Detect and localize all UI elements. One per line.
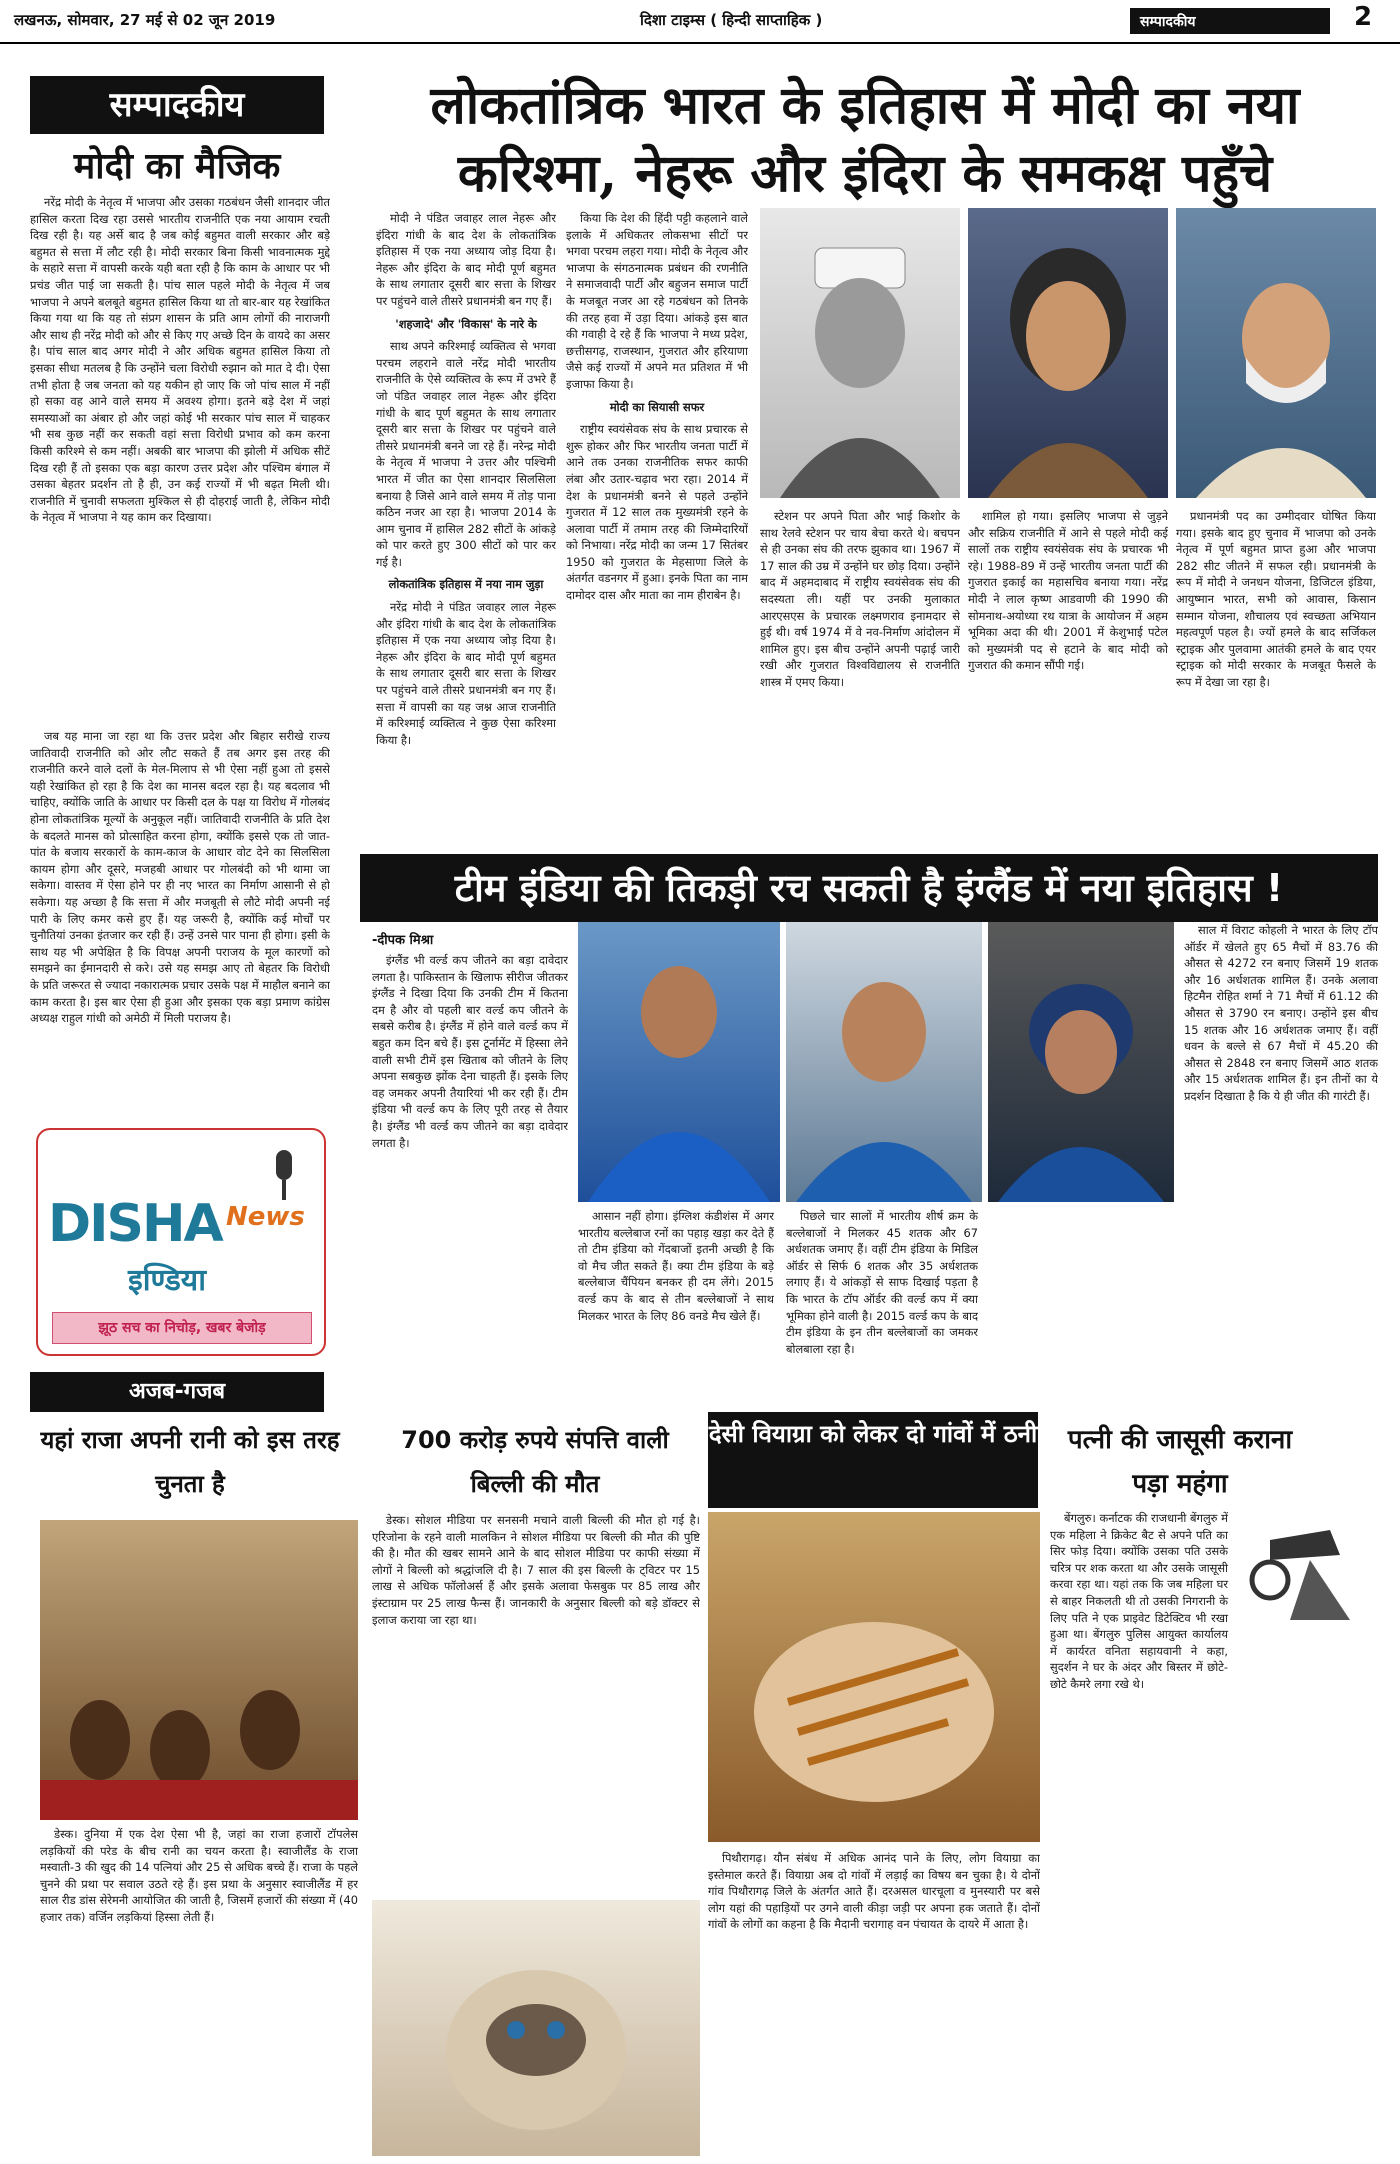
date-line: लखनऊ, सोमवार, 27 मई से 02 जून 2019 bbox=[14, 11, 276, 29]
lead-col-1: मोदी ने पंडित जवाहर लाल नेहरू और इंदिरा गांधी के बाद देश के लोकतांत्रिक इतिहास में एक नया अध्याय जोड़ दिया है। नेहरू और इंदिरा के बाद मोदी पूर्ण बहुमत के साथ लगातार दूसरी बार सत्ता के शिखर पर पहुंचने वाले तीसरे प्रधानमंत्री बन गए हैं। 'शहजादे' और 'विकास' के नारे के साथ अपने करिश्माई व्यक्तित्व से भगवा परचम लहराने वाले नरेंद्र मोदी भारतीय राजनीति के ऐसे व्यक्तित्व के रूप में उभरे हैं जो पंडित जवाहर लाल नेहरू और इंदिरा गांधी के बाद पूर्ण बहुमत के साथ लगातार दूसरी बार सत्ता के शिखर पर पहुंचने वाले तीसरे प्रधानमंत्री बनने जा रहे हैं। नरेन्द्र मोदी के नेतृत्व में भाजपा ने उत्तर और पश्चिमी भारत में जीत का ऐसा शानदार सिलसिला बनाया है जिसे आने वाले समय में तोड़ पाना कठिन नजर आ रहा है। भाजपा 2014 के आम चुनाव में हासिल 282 सीटों के आंकड़े को पार करते हुए 300 सीटों को पार कर गई है। लोकतांत्रिक इतिहास में नया नाम जुड़ा नरेंद्र मोदी ने पंडित जवाहर लाल नेहरू और इंदिरा गांधी के बाद देश के लोकतांत्रिक इतिहास में एक नया अध्याय जोड़ दिया है। नेहरू और इंदिरा के बाद मोदी पूर्ण बहुमत के साथ लगातार दूसरी बार सत्ता के शिखर पर पहुंचने वाले तीसरे प्रधानमंत्री बन गए हैं। सत्ता में वापसी का यह जश्न आज राजनीति में करिश्माई व्यक्तित्व ने कुछ ऐसा करिश्मा किया है। bbox=[376, 211, 556, 747]
editorial-label: सम्पादकीय bbox=[30, 76, 324, 134]
dhawan-photo bbox=[578, 922, 780, 1202]
cricket-headline: टीम इंडिया की तिकड़ी रच सकती है इंग्लैंड में नया इतिहास ! bbox=[360, 854, 1378, 922]
ajab-gajab-label: अजब-गजब bbox=[30, 1372, 324, 1412]
story-1-body: डेस्क। दुनिया में एक देश ऐसा भी है, जहां का राजा हजारों टॉपलेस लड़कियों की परेड के बीच रानी का चयन करता है। स्वाजीलैंड के राजा मस्वाती-3 की खुद की 14 पत्नियां और 25 से अधिक बच्चे हैं। राजा के पहले चुनने की प्रथा पर सवाल उठते रहे हैं। इस प्रथा के अनुसार स्वाजीलैंड में हर साल रीड डांस सेरेमनी आयोजित की जाती है, जिसमें हजारों की संख्या में (40 हजार तक) वर्जिन लड़कियां हिस्सा लेती हैं। bbox=[40, 1827, 358, 1924]
editorial-body-2: जब यह माना जा रहा था कि उत्तर प्रदेश और बिहार सरीखे राज्य जातिवादी राजनीति को ओर लौट सकते हैं तब अगर इस तरह की राजनीति करने वाले दलों के मेल-मिलाप से भी ऐसा नहीं हुआ तो इससे यही रेखांकित हो रहा है कि देश का मानस बदल रहा है। यह बदलाव भी चाहिए, क्योंकि जाति के आधार पर किसी दल के पक्ष या विरोध में गोलबंद होना लोकतांत्रिक मूल्यों के अनुकूल नहीं। जातिवादी राजनीति के प्रति देश के बदलते मानस को प्रोत्साहित करना होगा, क्योंकि इससे एक तो जात-पांत के बजाय सरकारों के काम-काज के आधार वोट देने का सिलसिला कायम होगा और दूसरे, मजहबी आधार पर गोलबंदी को भी थामा जा सकेगा। वास्तव में ऐसा होने पर ही नए भारत का निर्माण आसानी से हो सकेगा। यह अच्छा है कि सत्ता में और मजबूती से लौटे मोदी अपनी नई पारी के लिए कमर कसे हुए हैं। यह जरूरी है, क्योंकि कई मोर्चों पर चुनौतियां उनका इंतजार कर रही हैं। उन्हें उनसे पार पाना ही होगा। इसी के साथ यह भी अपेक्षित है कि विपक्ष अपनी पराजय के मूल कारणों को समझने का ईमानदारी से करे। उसे यह समझ आए तो बेहतर कि विरोधी के प्रति जरूरत से ज्यादा नकारात्मक प्रचार उसके पक्ष में माहौल बनाने का काम करता है। इस बार ऐसा ही हुआ और इसका एक बड़ा प्रमाण कांग्रेस अध्यक्ष राहुल गांधी को अमेठी में मिली पराजय है। bbox=[30, 729, 330, 1026]
lead-col-3: स्टेशन पर अपने पिता और भाई किशोर के साथ रेलवे स्टेशन पर चाय बेचा करते थे। बचपन से ही उनका संघ की तरफ झुकाव था। 1967 में 17 साल की उम्र में उन्होंने घर छोड़ दिया। उन्होंने बाद में अहमदाबाद में राष्ट्रीय स्वयंसेवक संघ की सदस्यता ली। यहीं पर उनकी मुलाकात आरएसएस के प्रचारक लक्ष्मणराव इनामदार से हुई थी। वर्ष 1974 में वे नव-निर्माण आंदोलन में शामिल हुए। इस बीच उन्होंने अपनी पढ़ाई जारी रखी और गुजरात विश्वविद्यालय से राजनीति शास्त्र में एमए किया। bbox=[760, 509, 960, 689]
indira-photo bbox=[968, 208, 1168, 498]
reed-dance-photo bbox=[40, 1520, 358, 1820]
story-3-body: पिथौरागढ़। यौन संबंध में अधिक आनंद पाने के लिए, लोग वियाग्रा का इस्तेमाल करते हैं। वियाग्रा अब दो गांवों में लड़ाई का विषय बन चुका है। ये दोनों गांव पिथौरागढ़ जिले के अंतर्गत आते हैं। दरअसल धारचूला व मुनस्यारी पर बसे लोग यहां की पहाड़ियों पर उगने वाली कीड़ा जड़ी पर अपना हक जताते हैं। दोनों गांवों के लोगों का कहना है कि मैदानी चरागाह वन पंचायत के दायरे में आता है। bbox=[708, 1851, 1040, 1932]
story-4-body: बेंगलुरु। कर्नाटक की राजधानी बेंगलुरु में एक महिला ने क्रिकेट बैट से अपने पति का सिर फोड़ दिया। क्योंकि उसका पति उसके चरित्र पर शक करता था और उसके जासूसी करवा रहा था। यहां तक कि जब महिला घर से बाहर निकलती थी तो उसकी निगरानी के लिए पति ने एक प्राइवेट डिटेक्टिव भी रखा हुआ था। बेंगलुरु पुलिस आयुक्त कार्यालय में कार्यरत वनिता सहायवानी ने कहा, सुदर्शन ने घर के अंदर और बिस्तर में छोटे-छोटे कैमरे लगा रखे थे। bbox=[1050, 1511, 1228, 1691]
lead-headline: लोकतांत्रिक भारत के इतिहास में मोदी का नया करिश्मा, नेहरू और इंदिरा के समकक्ष पहुँचे bbox=[430, 75, 1300, 204]
disha-news-logo: DISHA News इण्डिया झूठ सच का निचोड़, खबर बेजोड़ bbox=[36, 1128, 326, 1356]
story-2-title: 700 करोड़ रुपये संपत्ति वाली बिल्ली की मौत bbox=[401, 1426, 669, 1498]
cricket-byline: -दीपक मिश्रा bbox=[372, 933, 434, 948]
lead-col-2: किया कि देश की हिंदी पट्टी कहलाने वाले इलाके में अधिकतर लोकसभा सीटों पर भगवा परचम लहरा गया। मोदी के नेतृत्व और भाजपा के संगठनात्मक प्रबंधन की रणनीति ने समाजवादी पार्टी और बहुजन समाज पार्टी के मजबूत नजर आ रहे गठबंधन को तिनके की तरह हवा में उड़ा दिया। आंकड़े इस बात की गवाही दे रहे हैं कि भाजपा ने मध्य प्रदेश, छत्तीसगढ़, राजस्थान, गुजरात और हरियाणा जैसे कई राज्यों में अपने मत प्रतिशत में भी इजाफा किया है। मोदी का सियासी सफर राष्ट्रीय स्वयंसेवक संघ के साथ प्रचारक से शुरू होकर और फिर भारतीय जनता पार्टी में आने तक उनका राजनीतिक सफर काफी लंबा और उतार-चढ़ाव भरा रहा। 2014 में देश के प्रधानमंत्री बनने से पहले उन्होंने गुजरात में 12 साल तक मुख्यमंत्री रहने के अलावा पार्टी में तमाम तरह की जिम्मेदारियों को निभाया। नरेंद्र मोदी का जन्म 17 सितंबर 1950 को गुजरात के मेहसाणा जिले के अंतर्गत वडनगर में हुआ। इनके पिता का नाम दामोदर दास और माता का नाम हीराबेन है। bbox=[566, 211, 748, 603]
yarsagumba-photo bbox=[708, 1512, 1040, 1842]
cricket-col-4: साल में विराट कोहली ने भारत के लिए टॉप ऑर्डर में खेलते हुए 65 मैचों में 83.76 की औसत से 4272 रन बनाए जिसमें 19 शतक और 16 अर्धशतक शामिल हैं। उनके अलावा हिटमैन रोहित शर्मा ने 71 मैचों में 61.12 की औसत से 3790 रन बनाए। उन्होंने इस बीच 15 शतक और 16 अर्धशतक जमाए हैं। वहीं धवन के बल्ले से 67 मैचों में 45.20 की औसत से 2848 रन बनाए जिसमें आठ शतक और 15 अर्धशतक शामिल हैं। इन तीनों का ये प्रदर्शन दिखाता है कि ये ही जीत की गारंटी हैं। bbox=[1184, 923, 1378, 1103]
kohli-photo bbox=[786, 922, 982, 1202]
cricket-col-1: इंग्लैंड भी वर्ल्ड कप जीतने का बड़ा दावेदार लगता है। पाकिस्तान के खिलाफ सीरीज जीतकर इंग्लैंड ने दिखा दिया कि उनकी टीम में कितना दम है और वो पहली बार वर्ल्ड कप जीतने के सबसे करीब है। इंग्लैंड में होने वाले वर्ल्ड कप में बहुत कम दिन बचे हैं। इस टूर्नामेंट में हिस्सा लेने वाली सभी टीमें इस खिताब को जीतने के लिए अपना सबकुछ झोंक देना चाहती हैं। इसके लिए वह जमकर अपनी तैयारियां भी कर रही हैं। टीम इंडिया भी वर्ल्ड कप के लिए पूरी तरह से तैयार है। इंग्लैंड भी वर्ल्ड कप जीतने का बड़ा दावेदार लगता है। bbox=[372, 953, 568, 1150]
paper-name: दिशा टाइम्स ( हिन्दी साप्ताहिक ) bbox=[640, 11, 823, 29]
editorial-title: मोदी का मैजिक bbox=[73, 146, 281, 187]
lead-col-5: प्रधानमंत्री पद का उम्मीदवार घोषित किया गया। इसके बाद हुए चुनाव में भाजपा को उनके नेतृत्व में पूर्ण बहुमत प्राप्त हुआ और भाजपा 282 सीट जीतने में सफल रही। प्रधानमंत्री के रूप में मोदी ने जनधन योजना, डिजिटल इंडिया, आयुष्मान भारत, सभी को आवास, किसान सम्मान योजना, शौचालय एवं स्वच्छता अभियान महत्वपूर्ण पहल है। ज्यों हमले के बाद सर्जिकल स्ट्राइक और पुलवामा आतंकी हमले के बाद एयर स्ट्राइक को मोदी सरकार के मजबूत फैसले के रूप में देखा जा रहा है। bbox=[1176, 509, 1376, 689]
mic-icon bbox=[264, 1150, 304, 1204]
story-3-title: देसी वियाग्रा को लेकर दो गांवों में ठनी bbox=[708, 1412, 1038, 1508]
rohit-photo bbox=[988, 922, 1174, 1202]
cricket-col-2: आसान नहीं होगा। इंग्लिश कंडीशंस में अगर भारतीय बल्लेबाज रनों का पहाड़ खड़ा कर देते हैं तो टीम इंडिया को गेंदबाजों इतनी अच्छी है कि वो मैच जीत सकते हैं। क्या टीम इंडिया के बड़े बल्लेबाज चैंपियन बनकर ही दम लेंगे। 2015 वर्ल्ड कप के बाद से तीन बल्लेबाजों ने साथ मिलकर भारत के लिए 86 वनडे मैच खेले हैं। bbox=[578, 1209, 774, 1323]
cricket-col-3: पिछले चार सालों में भारतीय शीर्ष क्रम के बल्लेबाजों ने मिलकर 45 शतक और 67 अर्धशतक जमाए हैं। वहीं टीम इंडिया के मिडिल ऑर्डर से सिर्फ 6 शतक और 35 अर्धशतक लगाए हैं। ये आंकड़ों से साफ दिखाई पड़ता है कि भारत के टॉप ऑर्डर की वर्ल्ड कप में क्या भूमिका होने वाली है। 2015 वर्ल्ड कप के बाद टीम इंडिया के इन तीन बल्लेबाजों का जमकर बोलबाला रहा है। bbox=[786, 1209, 978, 1356]
grumpy-cat-photo bbox=[372, 1900, 700, 2156]
story-1-title: यहां राजा अपनी रानी को इस तरह चुनता है bbox=[40, 1426, 340, 1498]
nehru-photo bbox=[760, 208, 960, 498]
modi-photo bbox=[1176, 208, 1376, 498]
editorial-body: नरेंद्र मोदी के नेतृत्व में भाजपा और उसका गठबंधन जैसी शानदार जीत हासिल करता दिख रहा उससे भारतीय राजनीति एक नया आयाम रचती दिख रही है। यह अर्से बाद है जब कोई बहुमत वाली सरकार और बड़े बहुमत से सत्ता में लौट रही है। मोदी सरकार बिना किसी भावनात्मक मुद्दे के सहारे सत्ता में वापसी करके यही बता रही है कि काम के आधार पर भी प्रचंड जीत पाई जा सकती है। पांच साल पहले मोदी के नेतृत्व में जब भाजपा ने अपने बलबूते बहुमत हासिल किया था तो बार-बार यह रेखांकित किया गया था कि यह तो संप्रग शासन के प्रति आम लोगों की नाराजगी और साथ ही नरेंद्र मोदी को और से किए गए अच्छे दिन के वायदे का असर है। पांच साल बाद अगर मोदी ने और अधिक बहुमत हासिल किया तो इसका सीधा मतलब है कि उन्होंने चला विरोधी रुझान को मात दे दी। ऐसा तभी होता है जब जनता को यह यकीन हो जाए कि जो पांच साल में नहीं हो सका वह आने वाले समय में अवश्य होगा। इतने बड़े देश में जहां समस्याओं का अंबार हो और जहां कोई भी सरकार पांच साल में चाहकर भी सब कुछ नहीं कर सकती वहां सत्ता विरोधी प्रभाव को कम करना किसी करिश्मे से कम नहीं। अबकी बार भाजपा की झोली में अधिक सीटें दिख रही हैं तो इसका एक बड़ा कारण उत्तर प्रदेश और पश्चिम बंगाल में उसका बेहतर प्रदर्शन तो है ही, उन कई राज्यों में भी बढ़त मिली थी। राजनीति में चुनावी सफलता मुश्किल से ही दोहराई जाती है, लेकिन मोदी के नेतृत्व में भाजपा ने यह काम कर दिखाया। bbox=[30, 195, 330, 525]
lead-col-4: शामिल हो गया। इसलिए भाजपा से जुड़ने और सक्रिय राजनीति में आने से पहले मोदी कई सालों तक राष्ट्रीय स्वयंसेवक संघ के प्रचारक भी रहे। 1988-89 में उन्हें भारतीय जनता पार्टी की गुजरात इकाई का महासचिव बनाया गया। नरेंद्र मोदी ने लाल कृष्ण आडवाणी की 1990 की सोमनाथ-अयोध्या रथ यात्रा के आयोजन में अहम भूमिका अदा की थी। 2001 में केशुभाई पटेल को मुख्यमंत्री पद से हटाने के बाद मोदी को गुजरात की कमान सौंपी गई। bbox=[968, 509, 1168, 673]
story-4-title: पत्नी की जासूसी कराना पड़ा महंगा bbox=[1067, 1425, 1293, 1499]
section-label: सम्पादकीय bbox=[1130, 8, 1330, 34]
story-2-body: डेस्क। सोशल मीडिया पर सनसनी मचाने वाली बिल्ली की मौत हो गई है। एरिजोना के रहने वाली मालकिन ने सोशल मीडिया पर बिल्ली की मौत की पुष्टि की है। मौत की खबर सामने आने के बाद सोशल मीडिया पर काफी संख्या में लोगों ने बिल्ली को श्रद्धांजलि दी है। 7 साल की इस बिल्ली के ट्विटर पर 15 लाख से अधिक फॉलोअर्स हैं और इसके अलावा फेसबुक पर 85 लाख और इंस्टाग्राम पर 25 लाख फैन्स हैं। जानकारी के अनुसार बिल्ली को बड़े डॉक्टर से इलाज कराया जा रहा था। bbox=[372, 1513, 700, 1627]
page-number: 2 bbox=[1353, 2, 1373, 32]
